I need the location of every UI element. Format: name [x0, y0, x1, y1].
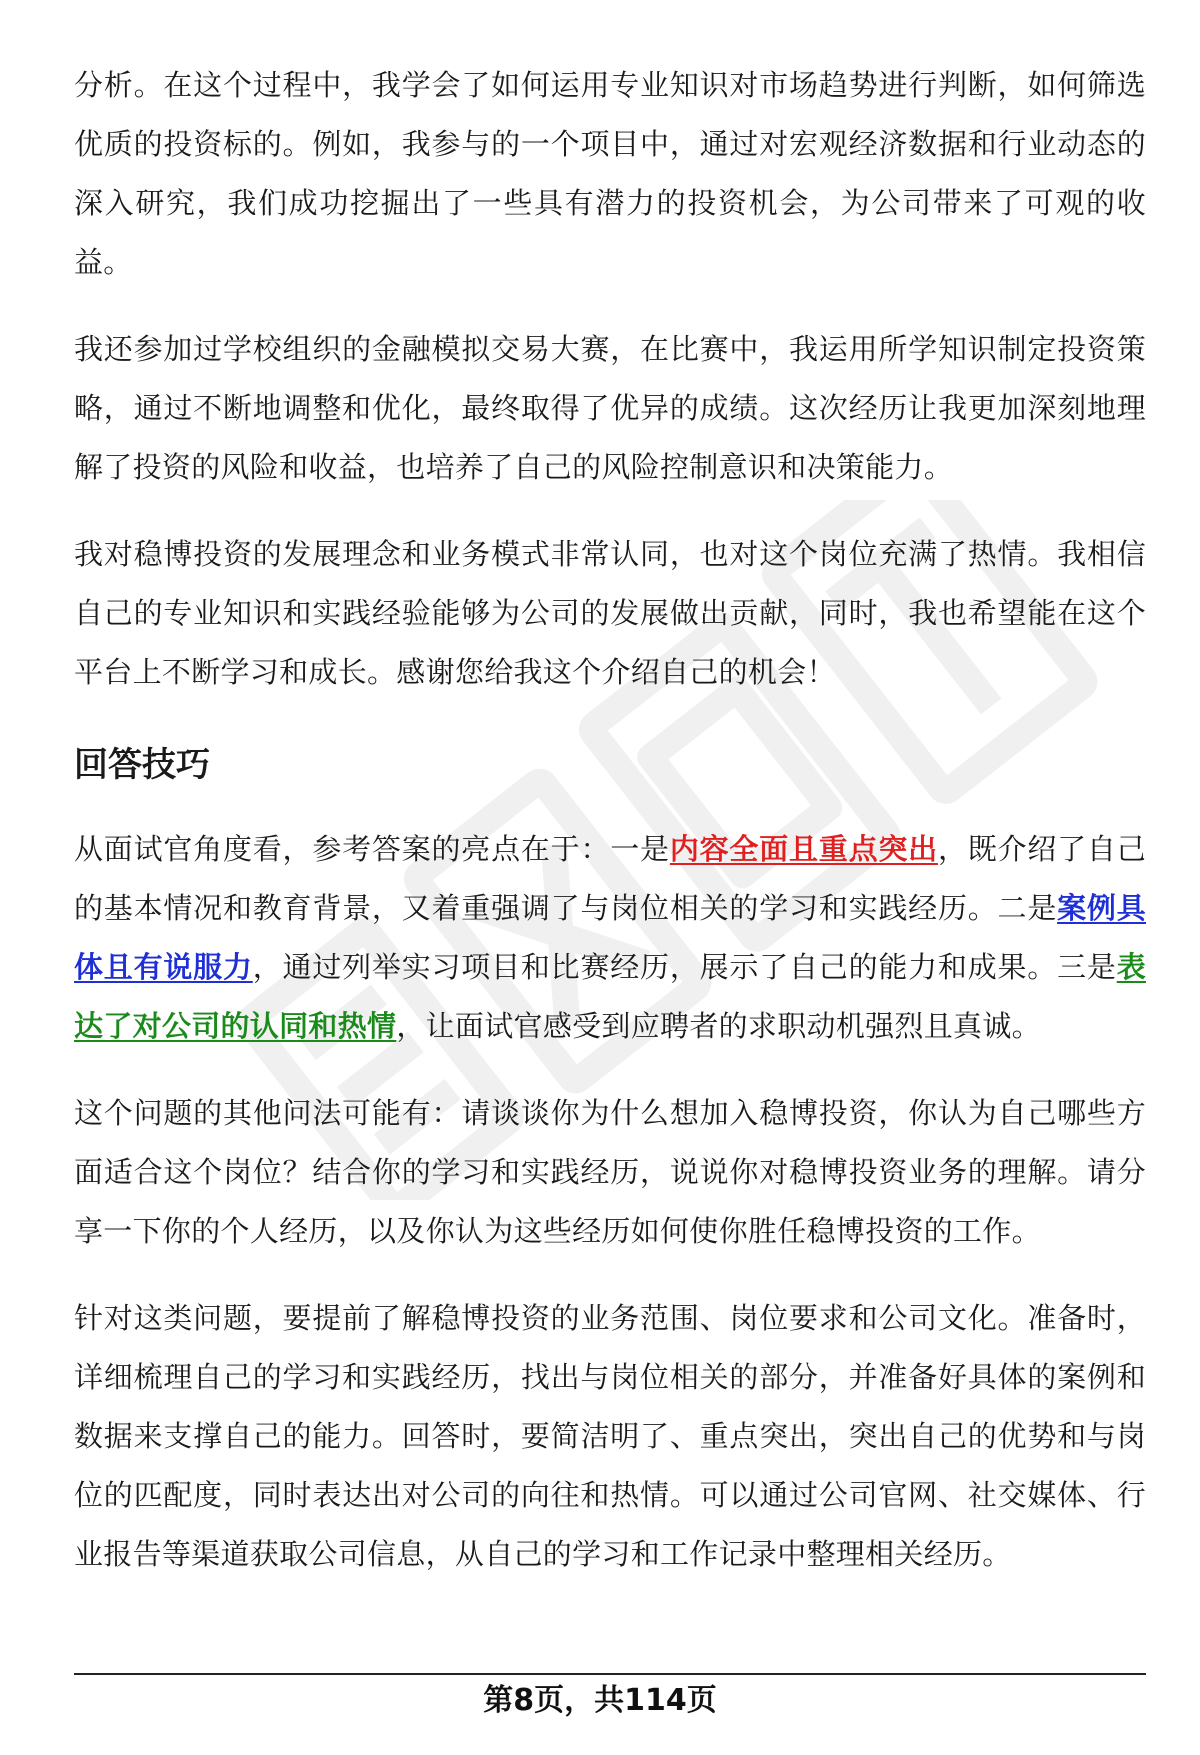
- body-paragraph-2: 我还参加过学校组织的金融模拟交易大赛，在比赛中，我运用所学知识制定投资策略，通过不断地调整和优化，最终取得了优异的成绩。这次经历让我更加深刻地理解了投资的风险和收益，也培养了自己的风险控制意识和决策能力。: [74, 332, 1146, 484]
- highlight-content-comprehensive: 内容全面且重点突出: [669, 832, 938, 866]
- highlight-case-specific: 案例具体且有说服力: [74, 891, 1146, 984]
- body-paragraph-3: 我对稳博投资的发展理念和业务模式非常认同，也对这个岗位充满了热情。我相信自己的专业知识和实践经验能够为公司的发展做出贡献，同时，我也希望能在这个平台上不断学习和成长。感谢您给我这个介绍自己的机会！: [74, 537, 1146, 689]
- page-number: 第8页，共114页: [483, 1683, 717, 1718]
- tips-paragraph: [74, 820, 1146, 1056]
- alternate-questions-paragraph: 这个问题的其他问法可能有：请谈谈你为什么想加入稳博投资，你认为自己哪些方面适合这个岗位？结合你的学习和实践经历，说说你对稳博投资业务的理解。请分享一下你的个人经历，以及你认为这些经历如何使你胜任稳博投资的工作。: [74, 1096, 1146, 1248]
- body-paragraph-1: 分析。在这个过程中，我学会了如何运用专业知识对市场趋势进行判断，如何筛选优质的投资标的。例如，我参与的一个项目中，通过对宏观经济数据和行业动态的深入研究，我们成功挖掘出了一些具有潜力的投资机会，为公司带来了可观的收益。: [74, 68, 1146, 279]
- footer-divider: [74, 1673, 1146, 1675]
- section-heading: 回答技巧: [74, 745, 210, 785]
- tips-text-1: 从面试官角度看，参考答案的亮点在于：一是: [74, 832, 670, 866]
- preparation-advice-paragraph: 针对这类问题，要提前了解稳博投资的业务范围、岗位要求和公司文化。准备时，详细梳理自己的学习和实践经历，找出与岗位相关的部分，并准备好具体的案例和数据来支撑自己的能力。回答时，要简洁明了、重点突出，突出自己的优势和与岗位的匹配度，同时表达出对公司的向往和热情。可以通过公司官网、社交媒体、行业报告等渠道获取公司信息，从自己的学习和工作记录中整理相关经历。: [74, 1301, 1146, 1571]
- document-page: [74, 56, 1146, 1612]
- tips-text-3: ，通过列举实习项目和比赛经历，展示了自己的能力和成果。三是: [252, 950, 1117, 984]
- tips-text-2: ，既介绍了自己的基本情况和教育背景，又着重强调了与岗位相关的学习和实践经历。二是: [74, 832, 1146, 925]
- tips-text-4: ，让面试官感受到应聘者的求职动机强烈且真诚。: [396, 1009, 1041, 1043]
- highlight-recognition-enthusiasm: 表达了对公司的认同和热情: [74, 950, 1146, 1043]
